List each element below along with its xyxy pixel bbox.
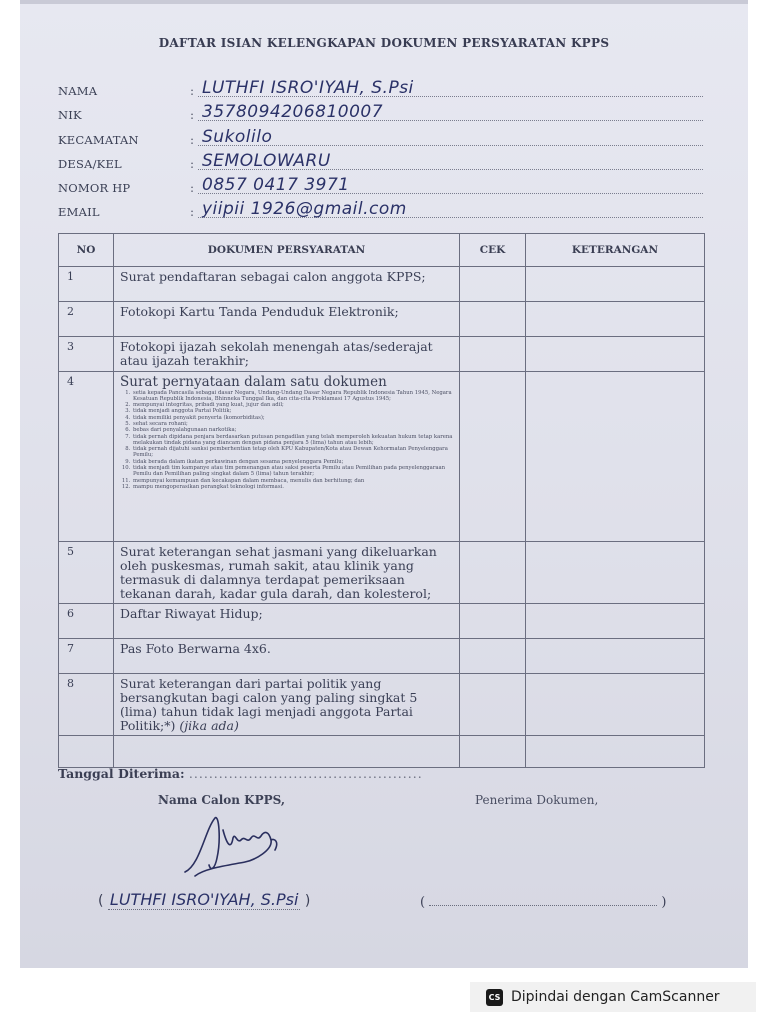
document-title: DAFTAR ISIAN KELENGKAPAN DOKUMEN PERSYARATAN KPPS: [158, 36, 610, 50]
handwritten-signature: [175, 810, 295, 882]
field-value-handwritten: yiipii 1926@gmail.com: [202, 199, 407, 220]
paper-top-edge: [20, 0, 748, 4]
empty-cell: [59, 736, 114, 768]
field-colon: :: [190, 132, 195, 147]
row-number: 7: [59, 639, 114, 674]
empty-cell: [114, 736, 460, 768]
field-colon: :: [190, 180, 195, 195]
list-item: 3. tidak menjadi anggota Partai Politik;: [132, 408, 453, 414]
cek-cell: [460, 639, 526, 674]
keterangan-cell: [526, 674, 705, 736]
cek-cell: [460, 267, 526, 302]
paren-open: (: [98, 893, 104, 909]
field-label: KECAMATAN: [58, 132, 139, 147]
scanned-paper: [20, 0, 748, 968]
table-row: [59, 267, 705, 302]
list-item: 9. tidak berada dalam ikatan perkawinan dengan sesama penyelenggara Pemilu;: [132, 459, 453, 465]
row-document: Fotokopi ijazah sekolah menengah atas/sederajat atau ijazah terakhir;: [114, 337, 460, 372]
row-document: [114, 674, 460, 736]
row-document: Pas Foto Berwarna 4x6.: [114, 639, 460, 674]
field-email: [58, 197, 703, 221]
row-document: [114, 372, 460, 542]
table-row: [59, 337, 705, 372]
row-number: 5: [59, 542, 114, 604]
cs-logo-icon: CS: [486, 989, 503, 1006]
header-cek: CEK: [460, 234, 526, 267]
cek-cell: [460, 542, 526, 604]
field-value-handwritten: 3578094206810007: [202, 102, 384, 123]
field-label: EMAIL: [58, 205, 100, 220]
row-document-heading: Surat pernyataan dalam satu dokumen: [120, 374, 387, 390]
camscanner-text: Dipindai dengan CamScanner: [511, 989, 720, 1005]
row-number: 1: [59, 267, 114, 302]
list-item: 6. bebas dari penyalahgunaan narkotika;: [132, 427, 453, 433]
field-colon: :: [190, 108, 195, 123]
keterangan-cell: [526, 337, 705, 372]
list-item: 11. mempunyai kemampuan dan kecakapan dalam membaca, menulis dan berhitung; dan: [132, 478, 453, 484]
row-number: 8: [59, 674, 114, 736]
cek-cell: [460, 372, 526, 542]
table-row-empty: [59, 736, 705, 768]
list-item: 10. tidak menjadi tim kampanye atau tim pemenangan atau saksi peserta Pemilu atau Pemilihan pada penyelenggaraan Pemilu dan Pemilihan paling singkat dalam 5 (lima) tahun terakhir;: [132, 465, 453, 478]
header-keterangan: KETERANGAN: [526, 234, 705, 267]
keterangan-cell: [526, 542, 705, 604]
row-number: 2: [59, 302, 114, 337]
header-no: NO: [59, 234, 114, 267]
table-row: [59, 639, 705, 674]
list-item: 8. tidak pernah dijatuhi sanksi pemberhentian tetap oleh KPU Kabupaten/Kota atau Dewan Kehormatan Penyelenggara Pemilu;: [132, 446, 453, 459]
field-value-handwritten: SEMOLOWARU: [202, 150, 331, 171]
calon-kpps-label: Nama Calon KPPS,: [158, 793, 286, 807]
keterangan-cell: [526, 604, 705, 639]
field-value-handwritten: Sukolilo: [202, 126, 273, 147]
penerima-signature-line: [420, 895, 666, 910]
list-item: 4. tidak memiliki penyakit penyerta (komorbiditas);: [132, 415, 453, 421]
penerima-dokumen-label: Penerima Dokumen,: [475, 793, 599, 807]
field-label: DESA/KEL: [58, 156, 122, 171]
row-number: 6: [59, 604, 114, 639]
table-row: [59, 372, 705, 542]
table-header-row: [59, 234, 705, 267]
identity-fields: [58, 76, 703, 221]
field-value-handwritten: LUTHFI ISRO'IYAH, S.Psi: [202, 78, 414, 99]
list-item: 1. setia kepada Pancasila sebagai dasar Negara, Undang-Undang Dasar Negara Republik Indonesia Tahun 1945, Negara Kesatuan Republik Indonesia, Bhinneka Tunggal Ika, dan cita-cita Proklamasi 17 Agustus 1945;: [132, 390, 453, 403]
calon-signature-name: [98, 890, 310, 909]
requirements-table: [58, 233, 705, 768]
row-document-note: (jika ada): [179, 718, 239, 733]
statement-list: [120, 390, 453, 491]
keterangan-cell: [526, 267, 705, 302]
row-document: Fotokopi Kartu Tanda Penduduk Elektronik;: [114, 302, 460, 337]
row-number: 3: [59, 337, 114, 372]
list-item: 12. mampu mengoperasikan perangkat teknologi informasi.: [132, 484, 453, 490]
header-dokumen: DOKUMEN PERSYARATAN: [114, 234, 460, 267]
list-item: 2. mempunyai integritas, pribadi yang kuat, jujur dan adil;: [132, 402, 453, 408]
field-value-handwritten: 0857 0417 3971: [202, 174, 350, 195]
row-document: Daftar Riwayat Hidup;: [114, 604, 460, 639]
cek-cell: [460, 337, 526, 372]
keterangan-cell: [526, 372, 705, 542]
table-row: [59, 604, 705, 639]
field-label: NIK: [58, 108, 82, 123]
row-document: Surat pendaftaran sebagai calon anggota KPPS;: [114, 267, 460, 302]
field-colon: :: [190, 84, 195, 99]
dotted-line: [429, 905, 657, 906]
tanggal-diterima: [58, 766, 423, 781]
field-colon: :: [190, 205, 195, 220]
paren-close: ): [304, 893, 311, 909]
calon-name-handwritten: LUTHFI ISRO'IYAH, S.Psi: [109, 890, 299, 909]
cek-cell: [460, 302, 526, 337]
field-nama: [58, 76, 703, 100]
field-kecamatan: [58, 124, 703, 148]
table-row: [59, 674, 705, 736]
field-label: NAMA: [58, 84, 98, 99]
tanggal-label: Tanggal Diterima:: [58, 766, 185, 781]
field-nik: [58, 100, 703, 124]
table-row: [59, 302, 705, 337]
row-document: Surat keterangan sehat jasmani yang dikeluarkan oleh puskesmas, rumah sakit, atau klinik yang termasuk di dalamnya terdapat pemeriksaan tekanan darah, kadar gula darah, dan kolesterol;: [114, 542, 460, 604]
table-row: [59, 542, 705, 604]
field-nomor-hp: [58, 173, 703, 197]
row-document-text: Surat keterangan dari partai politik yang bersangkutan bagi calon yang paling singkat 5 (lima) tahun tidak lagi menjadi anggota Partai Politik;*): [120, 676, 418, 733]
keterangan-cell: [526, 639, 705, 674]
empty-cell: [460, 736, 526, 768]
cek-cell: [460, 674, 526, 736]
field-label: NOMOR HP: [58, 180, 131, 195]
row-number: 4: [59, 372, 114, 542]
tanggal-dots: ...............................................: [188, 766, 423, 781]
list-item: 7. tidak pernah dipidana penjara berdasarkan putusan pengadilan yang telah memperoleh kekuatan hukum tetap karena melakukan tindak pidana yang diancam dengan pidana penjara 5 (lima) tahun atau lebih;: [132, 434, 453, 447]
paren-close: ): [661, 895, 667, 910]
list-item: 5. sehat secara rohani;: [132, 421, 453, 427]
field-colon: :: [190, 156, 195, 171]
dotted-line: [198, 145, 703, 146]
field-desa-kel: [58, 149, 703, 173]
empty-cell: [526, 736, 705, 768]
cek-cell: [460, 604, 526, 639]
camscanner-watermark: [470, 982, 756, 1012]
paren-open: (: [420, 895, 426, 910]
keterangan-cell: [526, 302, 705, 337]
